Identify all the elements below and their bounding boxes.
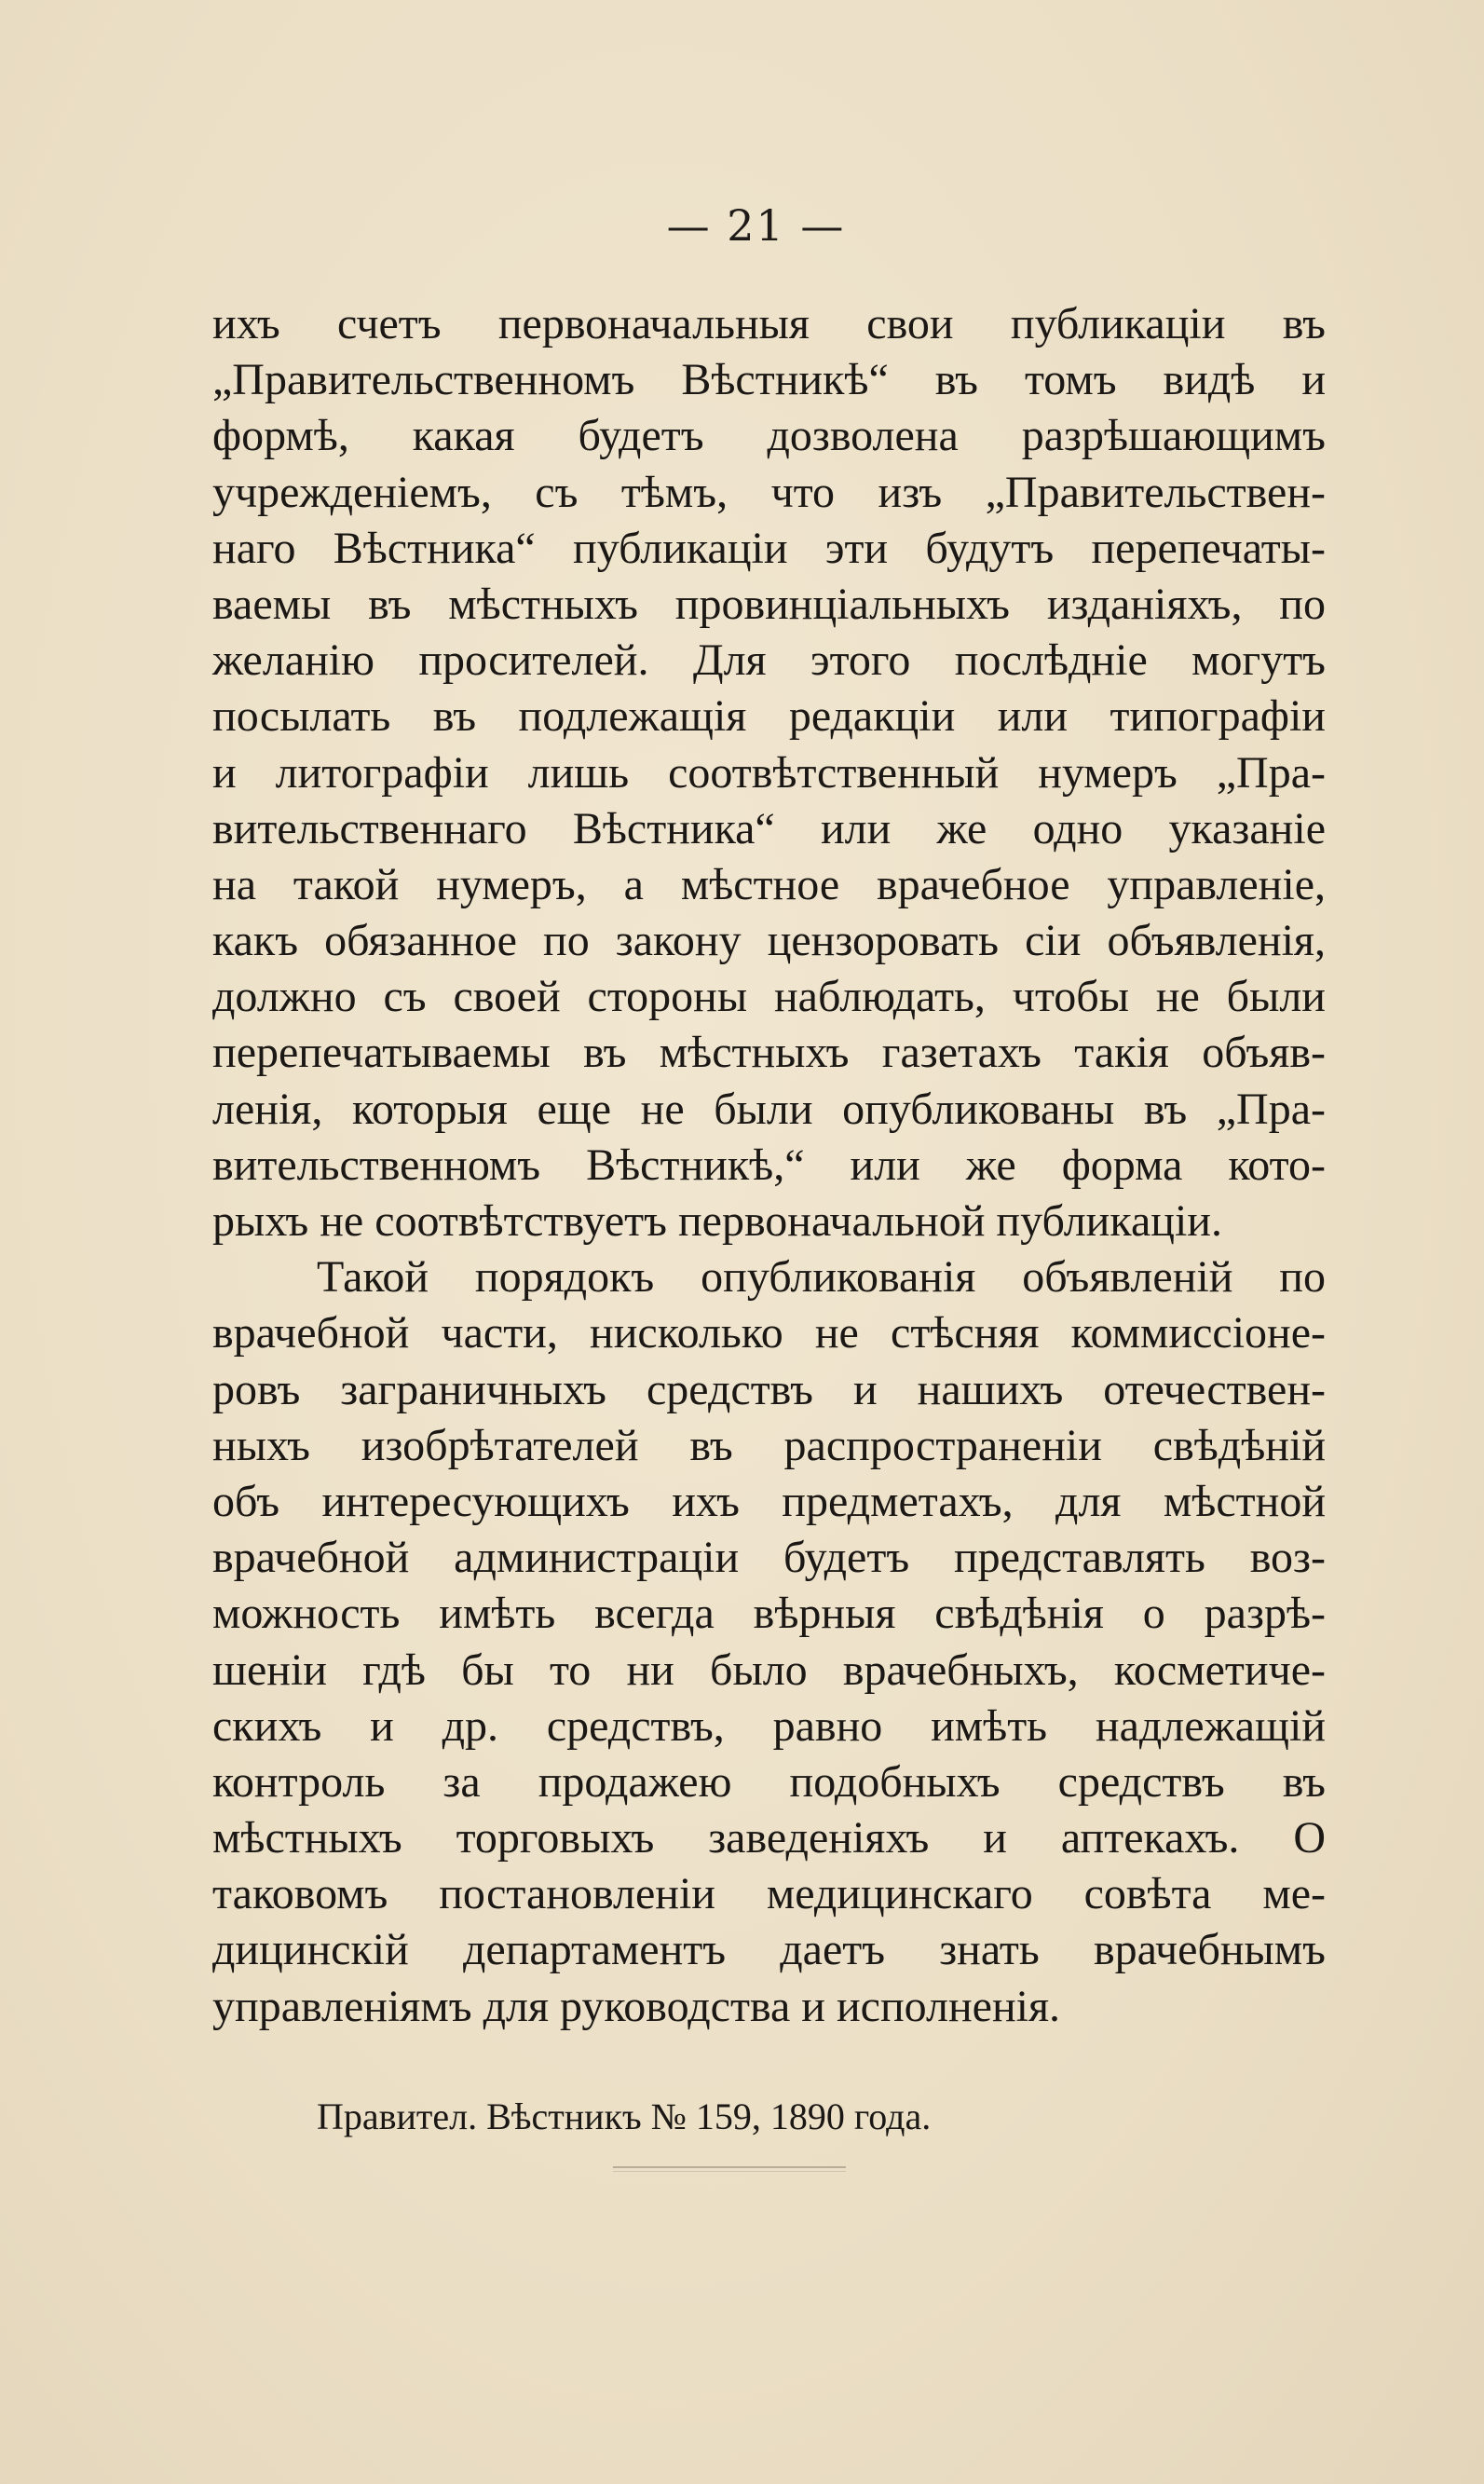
text-line-6: ваемы въ мѣстныхъ провинціальныхъ изданіяхъ, по (212, 579, 1326, 629)
text-line-15: ленія, которыя еще не были опубликованы въ „Пра- (212, 1084, 1326, 1134)
text-line-14: перепечатываемы въ мѣстныхъ газетахъ такія объяв- (212, 1028, 1326, 1078)
text-line-18: Такой порядокъ опубликованія объявленій по (317, 1252, 1326, 1303)
end-rule-shadow (613, 2171, 846, 2172)
source-citation: Правител. Вѣстникъ № 159, 1890 года. (317, 2095, 932, 2137)
text-line-31: управленіямъ для руководства и исполненія. (212, 1981, 1061, 2031)
page-number: — 21 — (666, 200, 846, 251)
text-line-3: формѣ, какая будетъ дозволена разрѣшающимъ (212, 411, 1326, 461)
text-line-28: мѣстныхъ торговыхъ заведеніяхъ и аптекахъ. О (212, 1813, 1326, 1863)
text-line-11: на такой нумеръ, а мѣстное врачебное управленіе, (212, 859, 1326, 909)
text-line-26: скихъ и др. средствъ, равно имѣть надлежащій (212, 1700, 1326, 1751)
text-line-19: врачебной части, нисколько не стѣсняя коммиссіоне- (212, 1308, 1326, 1358)
body-text (212, 296, 1326, 2035)
text-line-13: должно съ своей стороны наблюдать, чтобы не были (212, 972, 1326, 1022)
text-line-23: врачебной администраціи будетъ представлять воз- (212, 1533, 1326, 1583)
text-line-29: таковомъ постановленіи медицинскаго совѣта ме- (212, 1869, 1326, 1919)
text-line-25: шеніи гдѣ бы то ни было врачебныхъ, косметиче- (212, 1645, 1326, 1695)
text-line-12: какъ обязанное по закону цензоровать сіи объявленія, (212, 916, 1326, 966)
text-line-16: вительственномъ Вѣстникѣ,“ или же форма кото- (212, 1140, 1326, 1190)
text-line-8: посылать въ подлежащія редакціи или типографіи (212, 691, 1326, 742)
text-line-21: ныхъ изобрѣтателей въ распространеніи свѣдѣній (212, 1420, 1326, 1470)
text-line-2: „Правительственномъ Вѣстникѣ“ въ томъ видѣ и (212, 355, 1326, 405)
text-line-9: и литографіи лишь соотвѣтственный нумеръ „Пра- (212, 747, 1326, 798)
text-line-17: рыхъ не соотвѣтствуетъ первоначальной публикаціи. (212, 1196, 1222, 1246)
text-line-10: вительственнаго Вѣстника“ или же одно указаніе (212, 803, 1326, 853)
text-line-1: ихъ счетъ первоначальныя свои публикаціи въ (212, 299, 1326, 348)
text-line-27: контроль за продажею подобныхъ средствъ въ (212, 1756, 1326, 1807)
text-line-22: объ интересующихъ ихъ предметахъ, для мѣстной (212, 1476, 1326, 1526)
text-line-24: можность имѣть всегда вѣрныя свѣдѣнія о разрѣ- (212, 1589, 1326, 1639)
text-line-20: ровъ заграничныхъ средствъ и нашихъ отечествен- (212, 1364, 1326, 1414)
text-line-7: желанію просителей. Для этого послѣдніе могутъ (212, 635, 1326, 686)
text-line-5: наго Вѣстника“ публикаціи эти будутъ перепечаты- (212, 523, 1326, 573)
text-line-30: дицинскій департаментъ даетъ знать врачебнымъ (212, 1925, 1326, 1975)
text-line-4: учрежденіемъ, съ тѣмъ, что изъ „Правительствен- (212, 467, 1326, 517)
end-rule (613, 2166, 846, 2168)
